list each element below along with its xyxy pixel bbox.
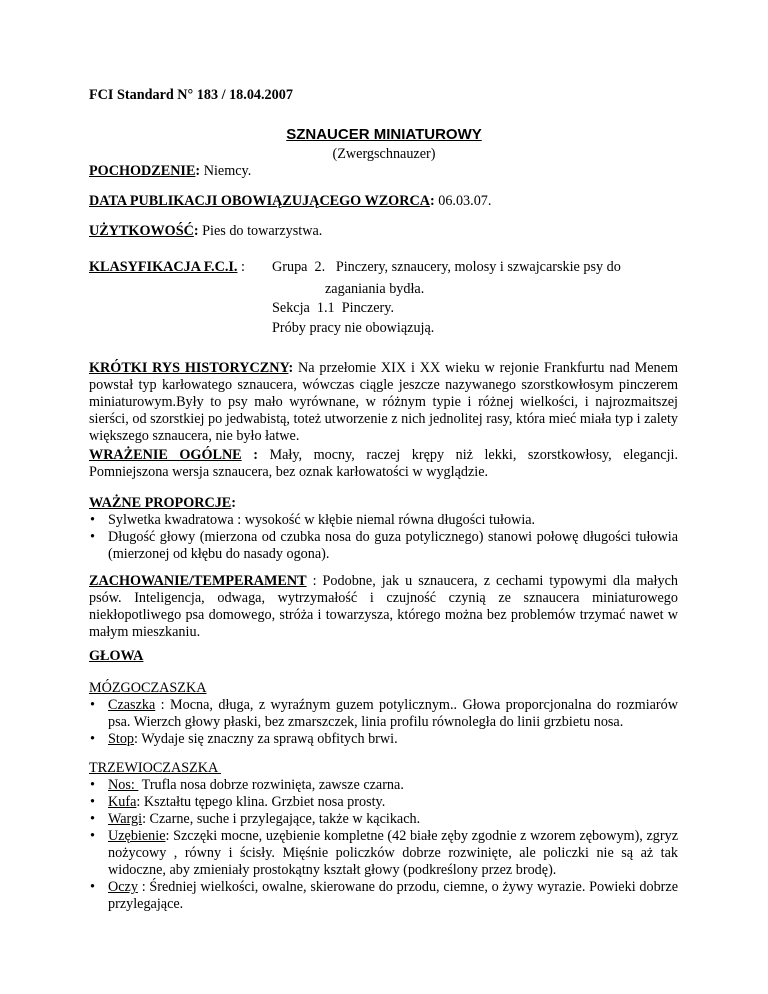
publication-row: DATA PUBLIKACJI OBOWIĄZUJĄCEGO WZORCA: 06.03.07. bbox=[89, 193, 492, 209]
classification-label: KLASYFIKACJA F.C.I. bbox=[89, 259, 238, 275]
history-paragraph: KRÓTKI RYS HISTORYCZNY: Na przełomie XIX i XX wieku w rejonie Frankfurtu nad Menem powstał typ karłowatego sznaucera, wówczas ciągle jeszcze nazywanego szorstkowłosym pinczerem miniaturowym.Były to psy mało wyrównane, w różnym typie i różnej wielkości, i najrozmaitszej sierści, od szorstkiej po jedwabistą, toteż utworzenie z nich jednolitej rasy, która mieć miała typ i zalety większego sznaucera, nie było łatwe. bbox=[89, 360, 678, 444]
classification-section: Sekcja 1.1 Pinczery. bbox=[272, 300, 394, 316]
utilization-row: UŻYTKOWOŚĆ: Pies do towarzystwa. bbox=[89, 223, 323, 239]
facial-heading: TRZEWIOCZASZKA bbox=[89, 760, 222, 776]
origin-value: Niemcy. bbox=[203, 163, 252, 179]
list-item: • Oczy : Średniej wielkości, owalne, skierowane do przodu, ciemne, o żywy wyrazie. Powieki dobrze przylegające. bbox=[89, 879, 678, 913]
utilization-value: Pies do towarzystwa. bbox=[202, 223, 323, 239]
list-item: • Uzębienie: Szczęki mocne, uzębienie kompletne (42 białe zęby zgodnie z wzorem zębowym), zgryz nożycowy , równy i ścisły. Mięśnie policzków dobrze rozwinięte, ale policzki nie są aż tak widoczne, aby zmieniały prostokątny kształt głowy (podkreślony przez brodę). bbox=[89, 828, 678, 879]
history-text: Na przełomie XIX i XX wieku w rejonie Frankfurtu nad Menem powstał typ karłowatego sznaucera, wówczas ciągle jeszcze nazywanego szorstkowłosym pinczerem miniaturowym.Były to psy mało wyrównane, w różnym typie i różnej wielkości, i najrozmaitszej sierści, od szorstkiej po jedwabistą, toteż utworzenie z nich jednolitej rasy, która mieć miała typ i zalety większego sznaucera, nie było łatwe. bbox=[89, 360, 678, 444]
classification-row: KLASYFIKACJA F.C.I. : bbox=[89, 259, 245, 275]
term: Wargi bbox=[108, 811, 143, 827]
history-label: KRÓTKI RYS HISTORYCZNY bbox=[89, 360, 289, 376]
term: Nos: bbox=[108, 777, 139, 793]
general-paragraph: WRAŻENIE OGÓLNE : Mały, mocny, raczej krępy niż lekki, szorstkowłosy, elegancji. Pomniejszona wersja sznaucera, bez oznak karłowatości w wyglądzie. bbox=[89, 447, 679, 480]
proportions-heading: WAŻNE PROPORCJE: bbox=[89, 495, 237, 511]
term: Czaszka bbox=[108, 697, 156, 713]
list-item: • Wargi: Czarne, suche i przylegające, także w kącikach. bbox=[89, 811, 678, 828]
proportions-list bbox=[89, 512, 678, 563]
facial-list bbox=[89, 777, 678, 913]
origin-row: POCHODZENIE: Niemcy. bbox=[89, 163, 252, 179]
classification-group: Grupa 2. Pinczery, sznaucery, molosy i szwajcarskie psy do bbox=[272, 259, 621, 275]
term: Kufa bbox=[108, 794, 137, 810]
classification-group-cont: zaganiania bydła. bbox=[325, 281, 425, 297]
proportions-label: WAŻNE PROPORCJE bbox=[89, 495, 232, 511]
publication-label: DATA PUBLIKACJI OBOWIĄZUJĄCEGO WZORCA bbox=[89, 193, 430, 209]
page-title: SZNAUCER MINIATUROWY bbox=[286, 126, 482, 143]
standard-number: FCI Standard N° 183 / 18.04.2007 bbox=[89, 87, 293, 103]
list-item: • Długość głowy (mierzona od czubka nosa do guza potylicznego) stanowi połowę długości tułowia (mierzonej od kłębu do nasady ogona). bbox=[89, 529, 678, 563]
list-item: • Stop: Wydaje się znaczny za sprawą obfitych brwi. bbox=[89, 731, 678, 748]
publication-value: 06.03.07. bbox=[438, 193, 492, 209]
behaviour-paragraph: ZACHOWANIE/TEMPERAMENT : Podobne, jak u sznaucera, z cechami typowymi dla małych psów. Inteligencja, odwaga, wytrzymałość i czujność czynią ze sznaucera miniaturowego niekłopotliwego psa domowego, stróża i towarzysza, którego można bez problemów trzymać nawet w małym mieszkaniu. bbox=[89, 573, 678, 640]
head-heading: GŁOWA bbox=[89, 648, 144, 664]
term: Stop bbox=[108, 731, 135, 747]
behaviour-text: Podobne, jak u sznaucera, z cechami typowymi dla małych psów. Inteligencja, odwaga, wytrzymałość i czujność czynią ze sznaucera miniaturowego niekłopotliwego psa domowego, stróża i towarzysza, którego można bez problemów trzymać nawet w małym mieszkaniu. bbox=[89, 573, 678, 640]
general-text: Mały, mocny, raczej krępy niż lekki, szorstkowłosy, elegancji. Pomniejszona wersja sznaucera, bez oznak karłowatości w wyglądzie. bbox=[89, 447, 679, 480]
cranial-list bbox=[89, 697, 678, 748]
term: Oczy bbox=[108, 879, 138, 895]
list-item: • Nos: Trufla nosa dobrze rozwinięta, zawsze czarna. bbox=[89, 777, 678, 794]
origin-label: POCHODZENIE bbox=[89, 163, 196, 179]
utilization-label: UŻYTKOWOŚĆ bbox=[89, 223, 194, 239]
list-item: • Czaszka : Mocna, długa, z wyraźnym guzem potylicznym.. Głowa proporcjonalna do rozmiarów psa. Wierzch głowy płaski, bez zmarszczek, linia profilu równoległa do linii grzbietu nosa. bbox=[89, 697, 678, 731]
classification-trial: Próby pracy nie obowiązują. bbox=[272, 320, 435, 336]
term: Uzębienie bbox=[108, 828, 166, 844]
cranial-heading: MÓZGOCZASZKA bbox=[89, 680, 207, 696]
list-item: • Sylwetka kwadratowa : wysokość w kłębie niemal równa długości tułowia. bbox=[89, 512, 678, 529]
behaviour-label: ZACHOWANIE/TEMPERAMENT bbox=[89, 573, 307, 589]
list-item: • Kufa: Kształtu tępego klina. Grzbiet nosa prosty. bbox=[89, 794, 678, 811]
general-label: WRAŻENIE OGÓLNE bbox=[89, 447, 242, 463]
page-subtitle: (Zwergschnauzer) bbox=[332, 146, 436, 162]
